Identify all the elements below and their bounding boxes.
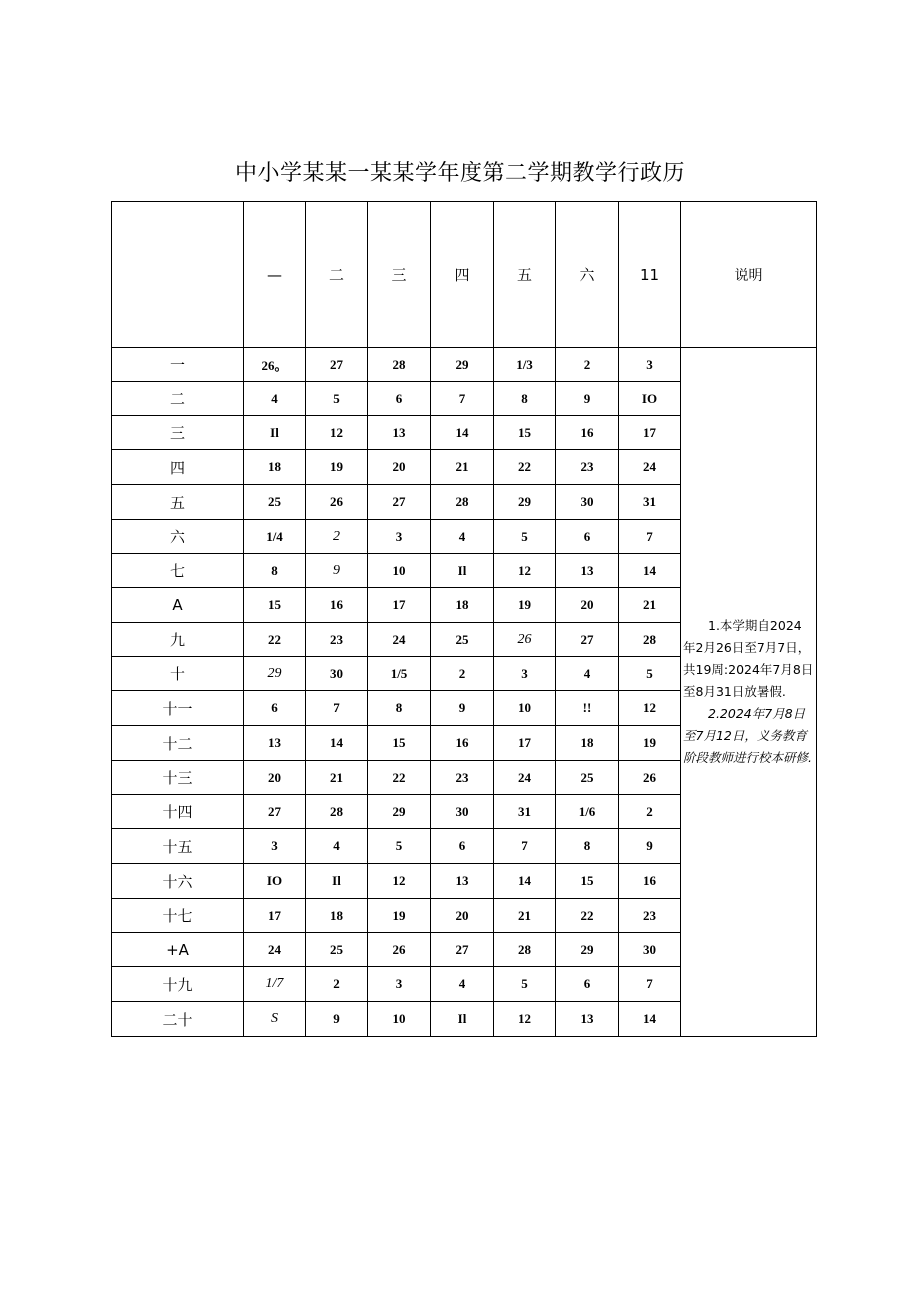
date-cell: 12 bbox=[619, 691, 681, 726]
date-cell: 5 bbox=[368, 829, 431, 864]
date-cell: 22 bbox=[556, 899, 619, 933]
date-cell: 21 bbox=[494, 899, 556, 933]
week-label: 十四 bbox=[112, 795, 244, 829]
date-cell: 20 bbox=[556, 588, 619, 623]
date-cell: 16 bbox=[619, 864, 681, 899]
date-cell: 5 bbox=[494, 967, 556, 1002]
week-label: 十 bbox=[112, 657, 244, 691]
date-cell: 26 bbox=[494, 623, 556, 657]
date-cell: 5 bbox=[306, 382, 368, 416]
week-label: 五 bbox=[112, 485, 244, 520]
date-cell: 17 bbox=[494, 726, 556, 761]
date-cell: IO bbox=[244, 864, 306, 899]
date-cell: 8 bbox=[368, 691, 431, 726]
date-cell: 29 bbox=[244, 657, 306, 691]
date-cell: 3 bbox=[494, 657, 556, 691]
date-cell: 15 bbox=[556, 864, 619, 899]
date-cell: 23 bbox=[431, 761, 494, 795]
date-cell: 13 bbox=[431, 864, 494, 899]
date-cell: 16 bbox=[556, 416, 619, 450]
header-row bbox=[112, 202, 817, 348]
date-cell: 19 bbox=[368, 899, 431, 933]
date-cell: 17 bbox=[244, 899, 306, 933]
date-cell: 6 bbox=[368, 382, 431, 416]
date-cell: 1/7 bbox=[244, 967, 306, 1002]
week-label: 十五 bbox=[112, 829, 244, 864]
week-label: 一 bbox=[112, 348, 244, 382]
date-cell: 15 bbox=[368, 726, 431, 761]
weekday-header: 二 bbox=[306, 202, 368, 348]
corner-cell bbox=[112, 202, 244, 348]
date-cell: 2 bbox=[306, 520, 368, 554]
date-cell: 2 bbox=[306, 967, 368, 1002]
date-cell: 10 bbox=[368, 554, 431, 588]
date-cell: 18 bbox=[431, 588, 494, 623]
date-cell: 23 bbox=[306, 623, 368, 657]
date-cell: 26 bbox=[619, 761, 681, 795]
date-cell: 24 bbox=[244, 933, 306, 967]
date-cell: 31 bbox=[494, 795, 556, 829]
date-cell: 24 bbox=[368, 623, 431, 657]
date-cell: 31 bbox=[619, 485, 681, 520]
weekday-header: 11 bbox=[619, 202, 681, 348]
week-label: 二十 bbox=[112, 1002, 244, 1037]
date-cell: 7 bbox=[619, 520, 681, 554]
date-cell: 13 bbox=[556, 1002, 619, 1037]
date-cell: 5 bbox=[619, 657, 681, 691]
date-cell: 9 bbox=[306, 554, 368, 588]
date-cell: 16 bbox=[431, 726, 494, 761]
date-cell: 17 bbox=[619, 416, 681, 450]
date-cell: 14 bbox=[494, 864, 556, 899]
week-label: 十七 bbox=[112, 899, 244, 933]
date-cell: 12 bbox=[494, 1002, 556, 1037]
date-cell: 22 bbox=[368, 761, 431, 795]
date-cell: 24 bbox=[619, 450, 681, 485]
date-cell: 23 bbox=[556, 450, 619, 485]
date-cell: 13 bbox=[368, 416, 431, 450]
date-cell: 29 bbox=[368, 795, 431, 829]
date-cell: 15 bbox=[494, 416, 556, 450]
date-cell: 30 bbox=[431, 795, 494, 829]
week-label: 十二 bbox=[112, 726, 244, 761]
date-cell: 20 bbox=[368, 450, 431, 485]
date-cell: 1/6 bbox=[556, 795, 619, 829]
date-cell: 9 bbox=[306, 1002, 368, 1037]
date-cell: 20 bbox=[244, 761, 306, 795]
date-cell: 4 bbox=[431, 520, 494, 554]
date-cell: 7 bbox=[306, 691, 368, 726]
date-cell: 19 bbox=[306, 450, 368, 485]
date-cell: Il bbox=[431, 554, 494, 588]
date-cell: 4 bbox=[306, 829, 368, 864]
date-cell: 26 bbox=[368, 933, 431, 967]
date-cell: 28 bbox=[368, 348, 431, 382]
date-cell: 2 bbox=[619, 795, 681, 829]
date-cell: 1/5 bbox=[368, 657, 431, 691]
date-cell: 21 bbox=[619, 588, 681, 623]
week-label: 九 bbox=[112, 623, 244, 657]
date-cell: 22 bbox=[494, 450, 556, 485]
week-label: +A bbox=[112, 933, 244, 967]
date-cell: 30 bbox=[619, 933, 681, 967]
date-cell: 30 bbox=[306, 657, 368, 691]
week-row bbox=[112, 348, 817, 382]
date-cell: 12 bbox=[368, 864, 431, 899]
date-cell: 14 bbox=[619, 554, 681, 588]
date-cell: 13 bbox=[244, 726, 306, 761]
date-cell: Il bbox=[244, 416, 306, 450]
date-cell: 30 bbox=[556, 485, 619, 520]
date-cell: 27 bbox=[368, 485, 431, 520]
week-label: 十六 bbox=[112, 864, 244, 899]
date-cell: 18 bbox=[556, 726, 619, 761]
date-cell: 1/3 bbox=[494, 348, 556, 382]
note-paragraph-1: 1.本学期自2024年2月26日至7月7日，共19周:2024年7月8日至8月31日放暑假. bbox=[683, 618, 814, 699]
weekday-header: 六 bbox=[556, 202, 619, 348]
notes-cell bbox=[681, 348, 817, 1037]
date-cell: IO bbox=[619, 382, 681, 416]
date-cell: 7 bbox=[619, 967, 681, 1002]
weekday-header: 四 bbox=[431, 202, 494, 348]
date-cell: 4 bbox=[244, 382, 306, 416]
page-title: 中小学某某一某某学年度第二学期教学行政历 bbox=[234, 161, 685, 186]
date-cell: 6 bbox=[431, 829, 494, 864]
date-cell: 29 bbox=[431, 348, 494, 382]
date-cell: 25 bbox=[244, 485, 306, 520]
date-cell: 4 bbox=[556, 657, 619, 691]
date-cell: 26。 bbox=[244, 348, 306, 382]
week-label: 七 bbox=[112, 554, 244, 588]
date-cell: 28 bbox=[431, 485, 494, 520]
date-cell: 6 bbox=[244, 691, 306, 726]
date-cell: 27 bbox=[306, 348, 368, 382]
date-cell: 3 bbox=[619, 348, 681, 382]
date-cell: 3 bbox=[244, 829, 306, 864]
date-cell: 17 bbox=[368, 588, 431, 623]
date-cell: 10 bbox=[368, 1002, 431, 1037]
date-cell: 18 bbox=[244, 450, 306, 485]
date-cell: 9 bbox=[431, 691, 494, 726]
week-label: 十三 bbox=[112, 761, 244, 795]
date-cell: !! bbox=[556, 691, 619, 726]
date-cell: Il bbox=[431, 1002, 494, 1037]
date-cell: 9 bbox=[619, 829, 681, 864]
date-cell: 27 bbox=[431, 933, 494, 967]
date-cell: 8 bbox=[494, 382, 556, 416]
date-cell: 12 bbox=[306, 416, 368, 450]
date-cell: 26 bbox=[306, 485, 368, 520]
week-label: 二 bbox=[112, 382, 244, 416]
date-cell: 13 bbox=[556, 554, 619, 588]
date-cell: 2 bbox=[556, 348, 619, 382]
date-cell: 5 bbox=[494, 520, 556, 554]
date-cell: 14 bbox=[619, 1002, 681, 1037]
week-label: 十九 bbox=[112, 967, 244, 1002]
weekday-header: 五 bbox=[494, 202, 556, 348]
date-cell: 20 bbox=[431, 899, 494, 933]
date-cell: 8 bbox=[244, 554, 306, 588]
date-cell: 21 bbox=[431, 450, 494, 485]
week-label: 十一 bbox=[112, 691, 244, 726]
date-cell: 23 bbox=[619, 899, 681, 933]
date-cell: 29 bbox=[494, 485, 556, 520]
week-label: 四 bbox=[112, 450, 244, 485]
date-cell: 21 bbox=[306, 761, 368, 795]
date-cell: 14 bbox=[431, 416, 494, 450]
date-cell: 9 bbox=[556, 382, 619, 416]
date-cell: 2 bbox=[431, 657, 494, 691]
weekday-header: 三 bbox=[368, 202, 431, 348]
date-cell: 28 bbox=[306, 795, 368, 829]
date-cell: 22 bbox=[244, 623, 306, 657]
week-label: 六 bbox=[112, 520, 244, 554]
date-cell: 4 bbox=[431, 967, 494, 1002]
date-cell: 15 bbox=[244, 588, 306, 623]
date-cell: 7 bbox=[494, 829, 556, 864]
date-cell: 3 bbox=[368, 520, 431, 554]
date-cell: 25 bbox=[306, 933, 368, 967]
date-cell: 10 bbox=[494, 691, 556, 726]
date-cell: 1/4 bbox=[244, 520, 306, 554]
date-cell: 24 bbox=[494, 761, 556, 795]
date-cell: 16 bbox=[306, 588, 368, 623]
date-cell: Il bbox=[306, 864, 368, 899]
week-label: A bbox=[112, 588, 244, 623]
date-cell: 19 bbox=[494, 588, 556, 623]
calendar-table bbox=[111, 201, 817, 1037]
date-cell: 3 bbox=[368, 967, 431, 1002]
date-cell: 8 bbox=[556, 829, 619, 864]
note-paragraph-2: 2.2024年7月8日至7月12日，义务教育阶段教师进行校本研修. bbox=[683, 706, 812, 765]
date-cell: S bbox=[244, 1002, 306, 1037]
date-cell: 12 bbox=[494, 554, 556, 588]
date-cell: 27 bbox=[244, 795, 306, 829]
date-cell: 19 bbox=[619, 726, 681, 761]
notes-header: 说明 bbox=[681, 202, 817, 348]
date-cell: 14 bbox=[306, 726, 368, 761]
week-label: 三 bbox=[112, 416, 244, 450]
date-cell: 6 bbox=[556, 967, 619, 1002]
date-cell: 28 bbox=[494, 933, 556, 967]
date-cell: 27 bbox=[556, 623, 619, 657]
weekday-header: — bbox=[244, 202, 306, 348]
date-cell: 18 bbox=[306, 899, 368, 933]
date-cell: 25 bbox=[556, 761, 619, 795]
date-cell: 29 bbox=[556, 933, 619, 967]
date-cell: 25 bbox=[431, 623, 494, 657]
date-cell: 6 bbox=[556, 520, 619, 554]
date-cell: 7 bbox=[431, 382, 494, 416]
date-cell: 28 bbox=[619, 623, 681, 657]
